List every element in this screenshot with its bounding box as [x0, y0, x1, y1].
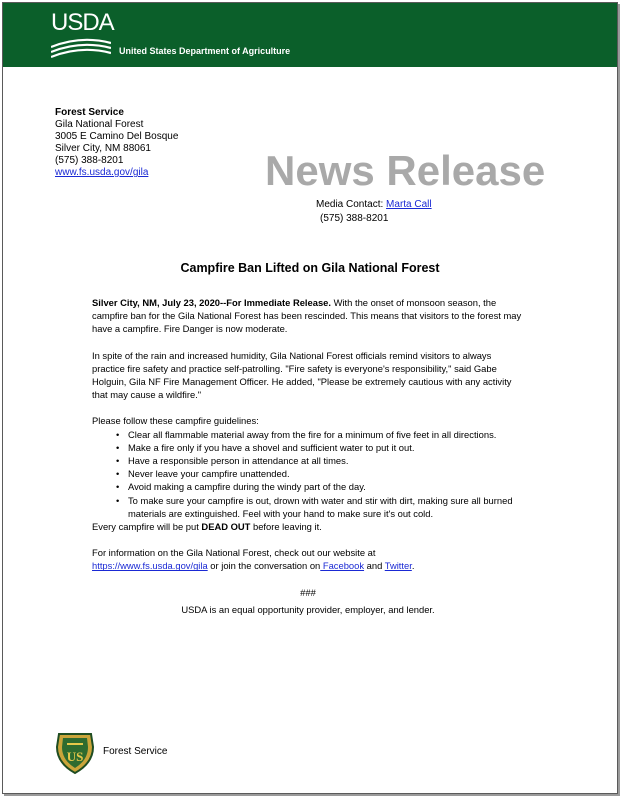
- usda-header-banner: [3, 3, 617, 67]
- article-body: [92, 296, 524, 616]
- facebook-link[interactable]: Facebook: [320, 560, 365, 572]
- city-state-zip: Silver City, NM 88061: [55, 143, 151, 154]
- department-name: United States Department of Agriculture: [119, 46, 291, 56]
- office-phone: (575) 388-8201: [55, 155, 124, 166]
- agency-name: Forest Service: [55, 107, 124, 118]
- guidelines-intro: Please follow these campfire guidelines:: [92, 415, 259, 427]
- list-item: • Clear all flammable material away from the fire for a minimum of five feet in all directions.: [128, 428, 524, 441]
- address-block: [55, 107, 178, 179]
- list-item: • Never leave your campfire unattended.: [128, 467, 524, 480]
- usda-logo-hills-icon: [51, 37, 111, 61]
- media-contact-link[interactable]: Marta Call: [386, 199, 432, 210]
- footer-agency-label: Forest Service: [103, 746, 168, 757]
- paragraph-2: In spite of the rain and increased humidity, Gila National Forest officials remind visitors to always practice fire safety and practice self-patrolling. "Fire safety is everyone's responsibility," said Gabe Holguin, Gila NF Fire Management Officer. He added, "Please be extremely cautious with any activity that may cause a wildfire.": [92, 349, 512, 401]
- dateline: Silver City, NM, July 23, 2020--For Immediate Release.: [92, 297, 331, 308]
- list-item: • To make sure your campfire is out, drown with water and stir with dirt, making sure all burned materials are extinguished. Feel with your hand to make sure it's out cold.: [128, 494, 524, 520]
- media-contact: [316, 198, 432, 226]
- equal-opportunity-statement: USDA is an equal opportunity provider, employer, and lender.: [181, 603, 435, 615]
- website-url-link[interactable]: https://www.fs.usda.gov/gila: [92, 560, 208, 572]
- headline: Campfire Ban Lifted on Gila National Forest: [180, 261, 440, 275]
- usda-logo: [51, 11, 115, 61]
- media-contact-label: Media Contact:: [316, 199, 387, 210]
- twitter-link[interactable]: Twitter: [384, 560, 412, 572]
- guidelines-list: [92, 428, 524, 520]
- paragraph-1: Silver City, NM, July 23, 2020--For Immediate Release. With the onset of monsoon season, the campfire ban for the Gila National Forest has been rescinded. This means that visitors to the forest may have a campfire. Fire Danger is now moderate.: [92, 297, 522, 335]
- info-paragraph: For information on the Gila National Forest, check out our website at https://www.fs.usda.gov/gila or join the conversation on Facebook and Twitter.: [92, 547, 415, 572]
- list-item: • Have a responsible person in attendance at all times.: [128, 454, 524, 467]
- website-link[interactable]: www.fs.usda.gov/gila: [55, 167, 149, 178]
- page-title: News Release: [265, 147, 546, 194]
- forest-name: Gila National Forest: [55, 119, 144, 130]
- end-mark: ###: [300, 586, 316, 598]
- document-page: [2, 2, 618, 794]
- forest-service-shield-logo: [53, 731, 97, 775]
- dead-out-line: Every campfire will be put DEAD OUT before leaving it.: [92, 521, 322, 533]
- media-contact-phone: (575) 388-8201: [320, 213, 389, 224]
- forest-service-shield-icon: [53, 731, 97, 775]
- street-address: 3005 E Camino Del Bosque: [55, 131, 179, 142]
- usda-logo-text: USDA: [51, 9, 114, 36]
- badge-letters: US: [66, 749, 84, 764]
- list-item: • Avoid making a campfire during the windy part of the day.: [128, 480, 524, 493]
- list-item: • Make a fire only if you have a shovel and sufficient water to put it out.: [128, 441, 524, 454]
